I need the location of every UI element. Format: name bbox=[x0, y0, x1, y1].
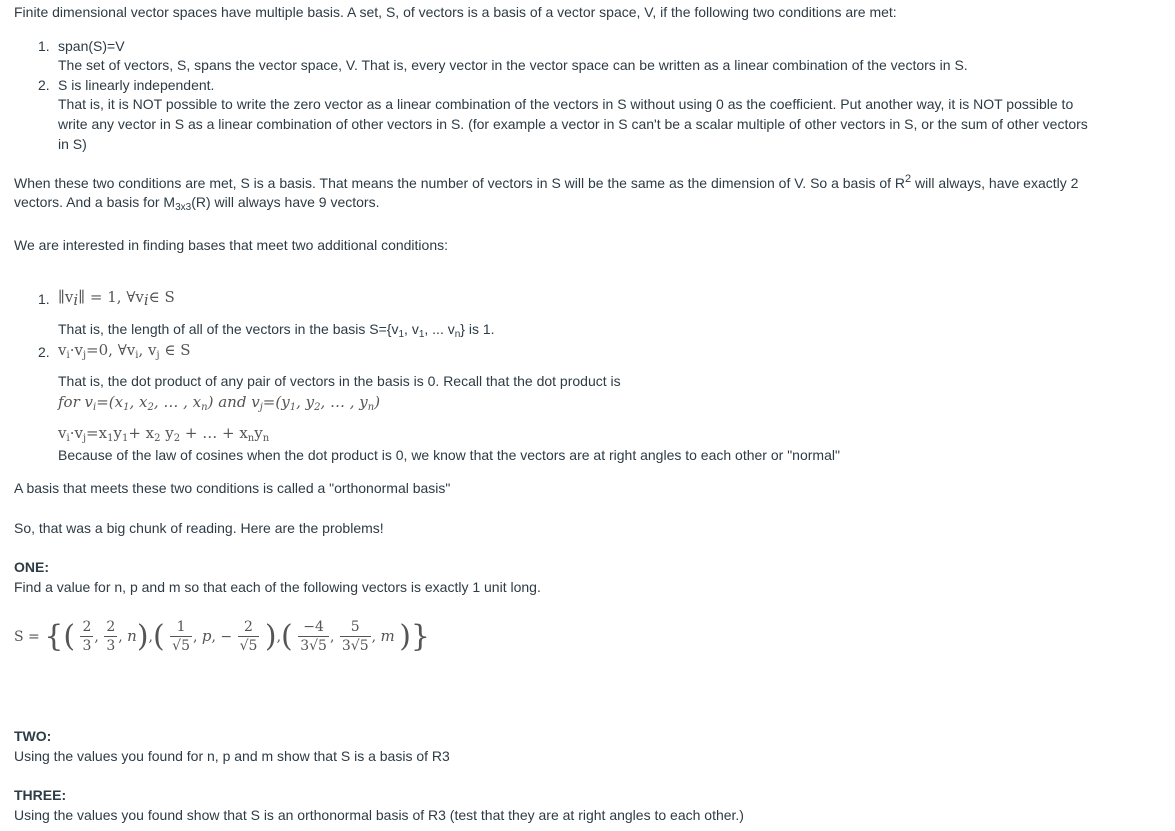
var-n: n bbox=[127, 627, 137, 645]
acond1-description: That is, the length of all of the vectors in the basis $S=\{v_1$, $v_1$, ... $v_n$} is 1. bbox=[58, 321, 495, 340]
minus-sign: − bbox=[220, 629, 233, 645]
basis-paragraph-line2: vectors. And a basis for $M_{3x3}(R)$ will always have 9 vectors. bbox=[14, 194, 380, 213]
problem-three-label: THREE: bbox=[14, 787, 67, 803]
problem-one-label: ONE: bbox=[14, 559, 49, 575]
interest-text: We are interested in finding bases that meet two additional conditions: bbox=[14, 237, 448, 253]
left-brace-icon: {( bbox=[44, 619, 76, 654]
fraction-2-3-a: $\frac{2}{3}$ bbox=[82, 619, 92, 654]
problem-one-text: Find a value for n, p and m so that each of the following vectors is exactly 1 unit long. bbox=[14, 579, 541, 595]
set-lhs: S = bbox=[14, 629, 40, 645]
fraction-neg4-3sqrt5: $\frac{-4}{3√5}$ bbox=[300, 619, 327, 654]
cond2-description-line3: in S) bbox=[58, 136, 87, 152]
acond2-number: 2. bbox=[38, 344, 50, 360]
chunk-text: So, that was a big chunk of reading. Here are the problems! bbox=[14, 520, 384, 536]
acond2-for-formula: for $v_i=(x_1$, $x_2$, … , $x_n$) and $v_j=(y_1$, $y_2$, … , $y_n$) bbox=[58, 393, 381, 413]
cond1-title: span(S)=V bbox=[58, 38, 125, 54]
cond1-description: The set of vectors, S, spans the vector space, V. That is, every vector in the vector space can be written as a linear combination of the vectors in S. bbox=[58, 57, 968, 73]
intro-text: Finite dimensional vector spaces have multiple basis. A set, S, of vectors is a basis of a vector space, V, if the following two conditions are met: bbox=[14, 4, 897, 20]
var-m: m bbox=[380, 627, 395, 645]
acond2-because-text: Because of the law of cosines when the dot product is 0, we know that the vectors are at right angles to each other or "normal" bbox=[58, 447, 840, 463]
fraction-5-3sqrt5: $\frac{5}{3√5}$ bbox=[341, 619, 369, 654]
cond2-description-line1: That is, it is NOT possible to write the zero vector as a linear combination of the vectors in S without using 0 as the coefficient. Put another way, it is NOT possible to bbox=[58, 96, 1074, 112]
cond2-number: 2. bbox=[38, 77, 50, 93]
fraction-2-3-b: $\frac{2}{3}$ bbox=[106, 619, 116, 654]
cond2-description-line2: write any vector in S as a linear combination of other vectors in S. (for example a vector in S can't be a scalar multiple of other vectors in S, or the sum of other vectors bbox=[58, 116, 1088, 132]
acond1-formula: $\parallel v_i\parallel = 1$, $\forall v_i\in$ S bbox=[58, 288, 175, 309]
cond2-title: S is linearly independent. bbox=[58, 77, 215, 93]
acond2-dot-formula: $v_i\cdot v_j=x_1y_1+ x_2$ $y_2$ + … + $x_ny_n$ bbox=[58, 424, 270, 444]
problem-three-text: Using the values you found show that S is an orthonormal basis of R3 (test that they are at right angles to each other.) bbox=[14, 807, 744, 823]
orthonormal-definition: A basis that meets these two conditions is called a "orthonormal basis" bbox=[14, 480, 451, 496]
set-expression: S = {( $\frac{2}{3}$ , $\frac{2}{3}$ , n),( $\frac{1}{√5}$ , p, − $\frac{2}{√5}$ ),( $\frac{-4}{3√5}$ , $\frac{5}{3√5}$ , m )} bbox=[14, 619, 431, 654]
var-p: p bbox=[201, 627, 212, 645]
acond2-description: That is, the dot product of any pair of vectors in the basis is 0. Recall that the dot product is bbox=[58, 373, 621, 389]
fraction-2-sqrt5: $\frac{2}{√5}$ bbox=[239, 619, 258, 654]
problem-two-label: TWO: bbox=[14, 728, 52, 744]
fraction-1-sqrt5: $\frac{1}{√5}$ bbox=[172, 619, 190, 654]
right-brace-icon: )} bbox=[399, 619, 431, 654]
acond1-number: 1. bbox=[38, 291, 50, 307]
cond1-number: 1. bbox=[38, 38, 50, 54]
basis-paragraph-line1: When these two conditions are met, S is a basis. That means the number of vectors in S will be the same as the dimension of V. So a basis of $R^2$ will always, have exactly 2 bbox=[14, 173, 1079, 191]
acond2-formula: $v_i\cdot v_j=0$, $\forall v_i$, $v_j$ ∈ S bbox=[58, 341, 191, 361]
problem-two-text: Using the values you found for n, p and m show that S is a basis of R3 bbox=[14, 748, 450, 764]
